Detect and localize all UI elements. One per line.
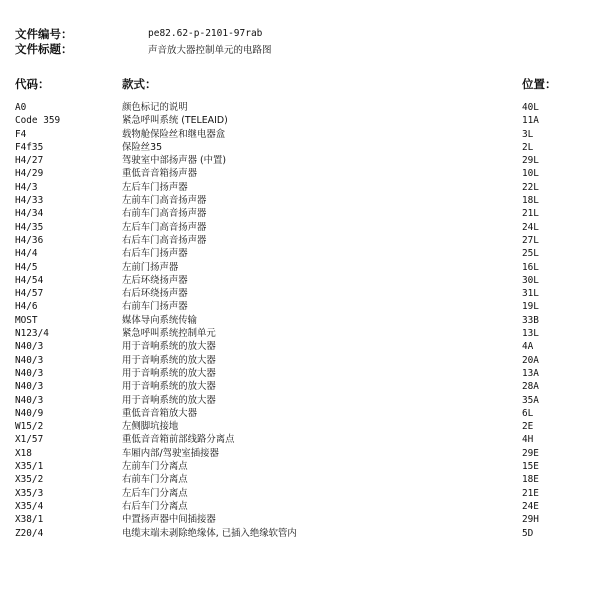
component-description: 左前车门高音扬声器 <box>122 195 207 207</box>
component-description: 右后车门分离点 <box>122 500 188 512</box>
component-code: F4 <box>15 128 27 140</box>
component-position: 15E <box>522 461 539 473</box>
component-code: X35/2 <box>15 474 44 486</box>
table-row <box>0 221 602 234</box>
doc-title-value: 声音放大器控制单元的电路图 <box>148 45 272 56</box>
table-row <box>0 141 602 154</box>
table-row <box>0 447 602 460</box>
component-code: H4/35 <box>15 221 44 233</box>
component-code: H4/6 <box>15 301 38 313</box>
component-position: 29H <box>522 514 539 526</box>
component-position: 18E <box>522 474 539 486</box>
table-row <box>0 473 602 486</box>
component-description: 右前车门分离点 <box>122 474 188 486</box>
table-row <box>0 354 602 367</box>
component-description: 载物舱保险丝和继电器盒 <box>122 128 226 140</box>
component-code: H4/4 <box>15 248 38 260</box>
component-position: 20A <box>522 354 539 366</box>
component-position: 6L <box>522 407 534 419</box>
component-position: 18L <box>522 195 539 207</box>
component-position: 40L <box>522 102 539 113</box>
component-position: 10L <box>522 168 539 180</box>
table-row <box>0 274 602 287</box>
component-description: 颜色标记的说明 <box>122 102 188 113</box>
component-position: 21E <box>522 487 539 499</box>
component-description: 用于音响系统的放大器 <box>122 354 216 366</box>
component-description: 左前门扬声器 <box>122 261 179 273</box>
component-description: 左后车门分离点 <box>122 487 188 499</box>
component-position: 11A <box>522 115 539 127</box>
component-description: 右后环绕扬声器 <box>122 288 188 300</box>
column-header-pos: 位置： <box>522 77 557 91</box>
component-position: 29E <box>522 447 539 459</box>
component-code: X1/57 <box>15 434 44 446</box>
component-code: H4/57 <box>15 288 44 300</box>
table-row <box>0 114 602 127</box>
doc-number-label: 文件编号： <box>15 27 73 41</box>
component-code: N123/4 <box>15 328 49 340</box>
component-position: 4A <box>522 341 534 353</box>
table-row <box>0 327 602 340</box>
component-code: N40/3 <box>15 394 44 406</box>
component-description: 右前车门扬声器 <box>122 301 188 313</box>
component-position: 21L <box>522 208 539 220</box>
component-position: 13A <box>522 367 539 379</box>
component-description: 中置扬声器中间插接器 <box>122 514 216 526</box>
component-description: 用于音响系统的放大器 <box>122 367 216 379</box>
component-description: 右前车门高音扬声器 <box>122 208 207 220</box>
component-code: H4/5 <box>15 261 38 273</box>
component-code: X35/1 <box>15 461 44 473</box>
component-code: A0 <box>15 102 27 113</box>
component-position: 3L <box>522 128 534 140</box>
doc-title-label: 文件标题： <box>15 42 73 56</box>
component-description: 保险丝35 <box>122 141 163 153</box>
table-row <box>0 101 602 114</box>
component-code: H4/27 <box>15 155 44 167</box>
table-row <box>0 247 602 260</box>
table-row <box>0 460 602 473</box>
component-code: Z20/4 <box>15 527 44 539</box>
column-header-code: 代码： <box>15 77 50 91</box>
component-position: 2E <box>522 421 534 433</box>
table-row <box>0 167 602 180</box>
component-description: 左后车门扬声器 <box>122 181 188 193</box>
component-code: H4/36 <box>15 234 44 246</box>
component-description: 紧急呼叫系统 (TELEAID) <box>122 115 228 127</box>
table-row <box>0 340 602 353</box>
component-description: 右后车门高音扬声器 <box>122 234 207 246</box>
component-position: 28A <box>522 381 539 393</box>
table-row <box>0 420 602 433</box>
component-description: 左前车门分离点 <box>122 461 188 473</box>
component-position: 25L <box>522 248 539 260</box>
column-header-desc: 款式： <box>122 77 157 91</box>
component-position: 33B <box>522 314 539 326</box>
component-position: 22L <box>522 181 539 193</box>
component-list <box>0 101 602 540</box>
component-code: H4/29 <box>15 168 44 180</box>
table-row <box>0 407 602 420</box>
component-description: 紧急呼叫系统控制单元 <box>122 328 216 340</box>
component-position: 2L <box>522 141 534 153</box>
component-description: 重低音音箱前部线路分离点 <box>122 434 235 446</box>
table-row <box>0 433 602 446</box>
component-code: X35/3 <box>15 487 44 499</box>
component-position: 4H <box>522 434 534 446</box>
component-code: X35/4 <box>15 500 44 512</box>
table-row <box>0 234 602 247</box>
component-position: 30L <box>522 274 539 286</box>
component-description: 驾驶室中部扬声器 (中置) <box>122 155 227 167</box>
component-description: 右后车门扬声器 <box>122 248 188 260</box>
table-row <box>0 261 602 274</box>
component-code: H4/54 <box>15 274 44 286</box>
component-code: W15/2 <box>15 421 44 433</box>
table-row <box>0 207 602 220</box>
component-description: 用于音响系统的放大器 <box>122 394 216 406</box>
component-position: 31L <box>522 288 539 300</box>
table-row <box>0 367 602 380</box>
component-description: 车厢内部/驾驶室插接器 <box>122 447 219 459</box>
component-code: X18 <box>15 447 32 459</box>
table-row <box>0 194 602 207</box>
component-code: H4/33 <box>15 195 44 207</box>
component-description: 重低音音箱放大器 <box>122 407 198 419</box>
component-code: H4/34 <box>15 208 44 220</box>
component-code: X38/1 <box>15 514 44 526</box>
component-code: F4f35 <box>15 141 44 153</box>
table-row <box>0 500 602 513</box>
component-position: 16L <box>522 261 539 273</box>
component-position: 35A <box>522 394 539 406</box>
table-row <box>0 394 602 407</box>
component-position: 24E <box>522 500 539 512</box>
table-row <box>0 287 602 300</box>
component-description: 左后车门高音扬声器 <box>122 221 207 233</box>
component-position: 29L <box>522 155 539 167</box>
component-code: Code 359 <box>15 115 61 127</box>
component-position: 24L <box>522 221 539 233</box>
component-code: MOST <box>15 314 38 326</box>
table-row <box>0 154 602 167</box>
component-code: N40/3 <box>15 367 44 379</box>
table-row <box>0 314 602 327</box>
component-description: 用于音响系统的放大器 <box>122 381 216 393</box>
component-position: 19L <box>522 301 539 313</box>
component-description: 用于音响系统的放大器 <box>122 341 216 353</box>
table-row <box>0 380 602 393</box>
component-description: 电缆末端未剥除绝缘体, 已插入绝缘软管内 <box>122 527 297 539</box>
doc-number-value: pe82.62-p-2101-97rab <box>148 28 263 39</box>
component-position: 27L <box>522 234 539 246</box>
component-description: 左侧脚坑接地 <box>122 421 179 433</box>
component-description: 重低音音箱扬声器 <box>122 168 198 180</box>
component-code: N40/3 <box>15 341 44 353</box>
table-row <box>0 513 602 526</box>
component-code: N40/9 <box>15 407 44 419</box>
table-row <box>0 487 602 500</box>
table-row <box>0 128 602 141</box>
component-description: 左后环绕扬声器 <box>122 274 188 286</box>
component-position: 5D <box>522 527 534 539</box>
component-code: N40/3 <box>15 354 44 366</box>
component-code: H4/3 <box>15 181 38 193</box>
component-code: N40/3 <box>15 381 44 393</box>
table-row <box>0 300 602 313</box>
component-position: 13L <box>522 328 539 340</box>
table-row <box>0 527 602 540</box>
component-description: 媒体导向系统传输 <box>122 314 198 326</box>
table-row <box>0 181 602 194</box>
